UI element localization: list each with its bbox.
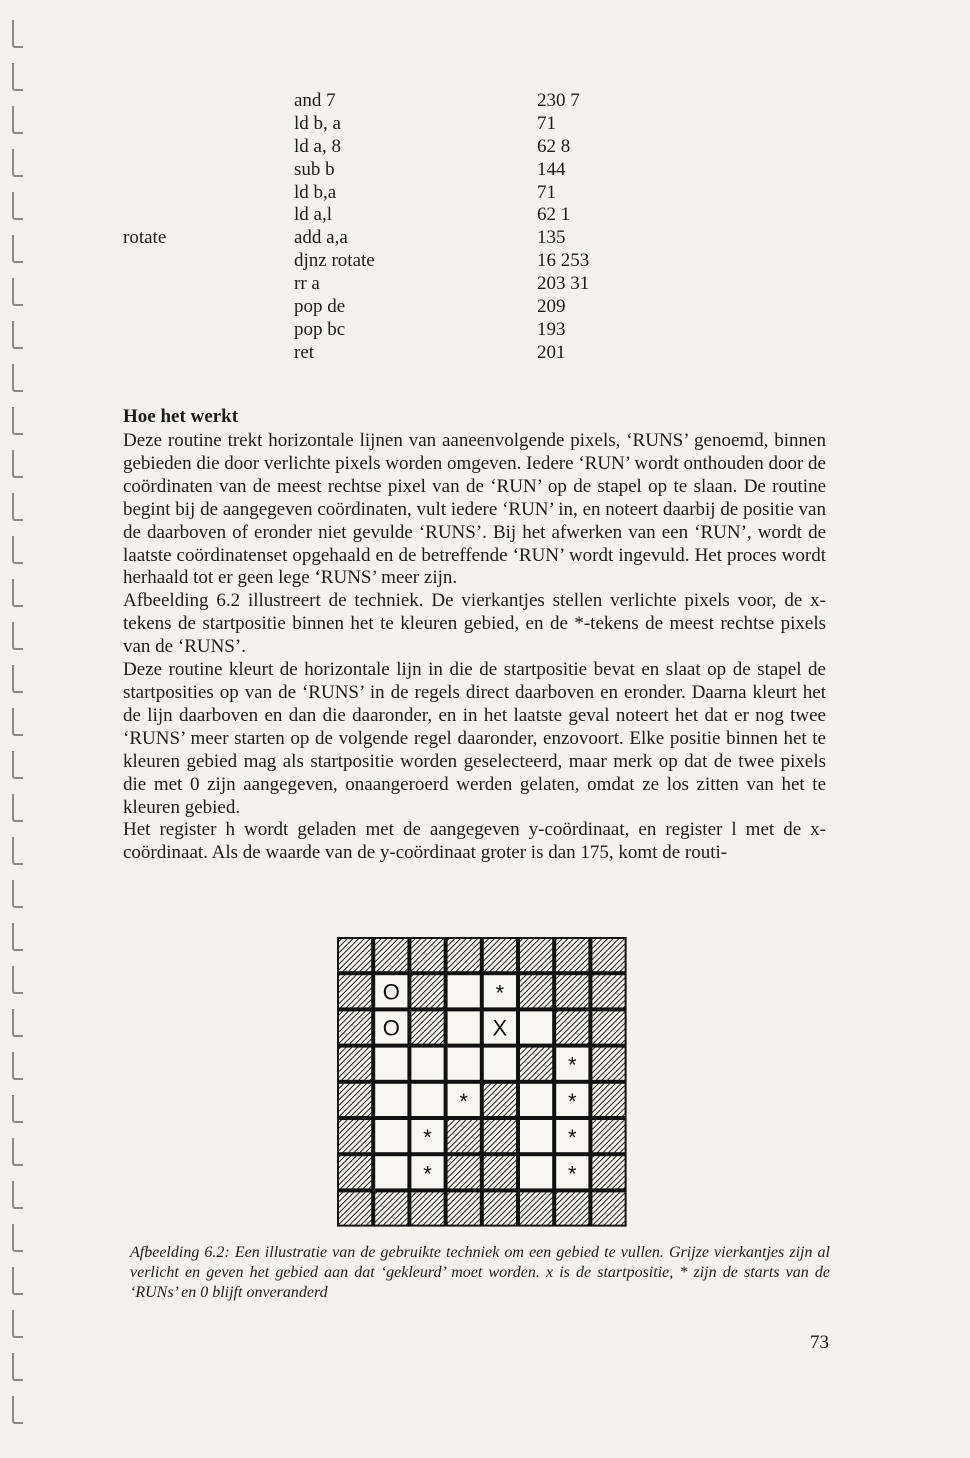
code-row [123,90,843,113]
lit-pixel-cell [375,1192,407,1224]
binding-ring [12,536,23,564]
binding-ring [12,63,23,91]
lit-pixel-cell [339,939,371,971]
binding-ring [12,321,23,349]
binding-ring [12,1009,23,1037]
pixel-grid-diagram [337,937,627,1227]
code-bytes: 62 1 [537,204,571,226]
lit-pixel-cell [484,939,516,971]
lit-pixel-cell [520,1192,552,1224]
binding-ring [12,923,23,951]
lit-pixel-cell [411,975,443,1007]
code-row [123,113,843,136]
code-instruction: ld a, 8 [294,135,341,157]
code-listing [123,90,843,365]
unchanged-pixel-marker: O [382,979,400,1005]
lit-pixel-cell [484,1084,516,1116]
lit-pixel-cell [520,975,552,1007]
binding-ring [12,1396,23,1424]
code-bytes: 135 [537,227,566,249]
code-bytes: 144 [537,158,566,180]
lit-pixel-cell [592,1048,624,1080]
binding-ring [12,880,23,908]
code-instruction: ld a,l [294,204,332,226]
lit-pixel-cell [448,939,480,971]
code-instruction: ld b, a [294,112,341,134]
run-start-marker: * [568,1161,577,1187]
code-row [123,136,843,159]
lit-pixel-cell [520,939,552,971]
paragraph: Deze routine trekt horizontale lijnen van aaneenvolgende pixels, ‘RUNS’ genoemd, binnen gebieden die door verlichte pixels worden omgeven. Iedere ‘RUN’ wordt onthouden door de coördinaten van de meest rechtse pixel van de ‘RUN’ op de stapel op te slaan. De routine begint bij de aangegeven coördinaten, vult iedere ‘RUN’ in, en noteert daarbij de positie van de daarboven of eronder niet gevulde ‘RUNS’. Bij het afwerken van een ‘RUN’, wordt de laatste coördinatenset opgehaald en de betreffende ‘RUN’ wordt ingevuld. Het proces wordt herhaald tot er geen lege ‘RUNS’ meer zijn. [123,430,826,589]
code-row [123,342,843,365]
empty-cell [448,975,480,1007]
empty-cell [484,1048,516,1080]
lit-pixel-cell [448,1120,480,1152]
lit-pixel-cell [375,939,407,971]
binding-ring [12,278,23,306]
section-heading: Hoe het werkt [123,406,239,427]
lit-pixel-cell [592,939,624,971]
empty-cell [375,1120,407,1152]
empty-cell [520,1084,552,1116]
empty-cell [448,1048,480,1080]
figure-6-2 [337,937,627,1227]
code-bytes: 230 7 [537,90,580,111]
binding-ring [12,192,23,220]
lit-pixel-cell [339,1048,371,1080]
code-row [123,273,843,296]
binding-ring [12,364,23,392]
run-start-marker: * [495,980,505,1006]
binding-ring [12,751,23,779]
lit-pixel-cell [520,1048,552,1080]
code-instruction: ret [294,341,315,363]
code-bytes: 201 [537,341,566,363]
binding-ring [12,450,23,478]
code-bytes: 71 [537,112,556,134]
code-instruction: pop de [294,296,346,318]
empty-cell [520,1011,552,1043]
lit-pixel-cell [339,1011,371,1043]
code-bytes: 16 253 [537,250,590,272]
paragraph: Het register h wordt geladen met de aangegeven y-coördinaat, en register l met de x-coördinaat. Als de waarde van de y-coördinaat groter is dan 175, komt de routi- [123,819,826,864]
binding-ring [12,966,23,994]
code-instruction: add a,a [294,227,348,249]
page-number: 73 [810,1332,829,1353]
lit-pixel-cell [556,1011,588,1043]
lit-pixel-cell [339,975,371,1007]
code-bytes: 209 [537,296,566,318]
lit-pixel-cell [592,1011,624,1043]
binding-ring [12,1181,23,1209]
figure-caption: Afbeelding 6.2: Een illustratie van de gebruikte techniek om een gebied te vullen. Grijze vierkantjes zijn al verlicht en geven het gebied aan dat ‘gekleurd’ moet worden. x is de startpositie, * zijn de starts van de ‘RUNs’ en 0 blijft onveranderd [130,1244,830,1301]
code-bytes: 62 8 [537,135,571,157]
body-text [123,430,826,865]
run-start-marker: * [568,1088,577,1114]
empty-cell [411,1048,443,1080]
binding-ring [12,149,23,177]
lit-pixel-cell [484,1192,516,1224]
run-start-marker: * [423,1161,432,1187]
binding-ring [12,622,23,650]
lit-pixel-cell [592,975,624,1007]
lit-pixel-cell [339,1192,371,1224]
empty-cell [520,1156,552,1188]
code-bytes: 193 [537,318,566,340]
binding-ring [12,1224,23,1252]
spiral-binding [12,20,26,1440]
lit-pixel-cell [339,1120,371,1152]
binding-ring [12,665,23,693]
lit-pixel-cell [592,1120,624,1152]
start-position-marker: X [492,1015,508,1041]
lit-pixel-cell [592,1156,624,1188]
empty-cell [411,1084,443,1116]
unchanged-pixel-marker: O [382,1015,400,1041]
code-row [123,159,843,182]
empty-cell [375,1084,407,1116]
lit-pixel-cell [339,1084,371,1116]
binding-ring [12,579,23,607]
binding-ring [12,794,23,822]
code-row [123,296,843,319]
lit-pixel-cell [484,1120,516,1152]
binding-ring [12,106,23,134]
lit-pixel-cell [448,1192,480,1224]
binding-ring [12,407,23,435]
code-instruction: sub b [294,158,335,180]
binding-ring [12,1052,23,1080]
lit-pixel-cell [411,1192,443,1224]
lit-pixel-cell [592,1192,624,1224]
binding-ring [12,837,23,865]
lit-pixel-cell [411,1011,443,1043]
empty-cell [520,1120,552,1152]
code-row [123,250,843,273]
binding-ring [12,1310,23,1338]
run-start-marker: * [459,1088,468,1114]
lit-pixel-cell [484,1156,516,1188]
code-label: rotate [123,227,167,249]
code-instruction: and 7 [294,90,336,111]
code-instruction: pop bc [294,318,346,340]
lit-pixel-cell [592,1084,624,1116]
code-instruction: rr a [294,273,320,295]
code-row [123,182,843,205]
run-start-marker: * [568,1125,577,1151]
binding-ring [12,493,23,521]
binding-ring [12,1138,23,1166]
empty-cell [375,1156,407,1188]
paragraph: Afbeelding 6.2 illustreert de techniek. De vierkantjes stellen verlichte pixels voor, de x-tekens de startpositie binnen het te kleuren gebied, en de *-tekens de meest rechtse pixels van de ‘RUNS’. [123,590,826,658]
binding-ring [12,1353,23,1381]
run-start-marker: * [423,1125,432,1151]
code-bytes: 203 31 [537,273,590,295]
lit-pixel-cell [411,939,443,971]
paragraph: Deze routine kleurt de horizontale lijn in die de startpositie bevat en slaat op de stapel de startposities op van de ‘RUNS’ in de regels direct daarboven en eronder. Daarna kleurt het de lijn daarboven en dan die daaronder, en in het laatste geval noteert het dat er nog twee ‘RUNS’ meer starten op de volgende regel daaronder, enzovoort. Elke positie binnen het te kleuren gebied mag als startpositie worden geselecteerd, maar merk op dat de twee pixels die met 0 zijn aangegeven, onaangeroerd werden gelaten, omdat ze los zitten van het te kleuren gebied. [123,659,826,818]
binding-ring [12,20,23,48]
code-row [123,204,843,227]
code-instruction: djnz rotate [294,250,375,272]
lit-pixel-cell [556,1192,588,1224]
binding-ring [12,235,23,263]
lit-pixel-cell [556,939,588,971]
lit-pixel-cell [339,1156,371,1188]
lit-pixel-cell [556,975,588,1007]
lit-pixel-cell [448,1156,480,1188]
empty-cell [375,1048,407,1080]
empty-cell [448,1011,480,1043]
code-row [123,319,843,342]
binding-ring [12,1267,23,1295]
run-start-marker: * [568,1052,577,1078]
code-row [123,227,843,250]
code-bytes: 71 [537,181,556,203]
binding-ring [12,1095,23,1123]
code-instruction: ld b,a [294,181,337,203]
binding-ring [12,708,23,736]
